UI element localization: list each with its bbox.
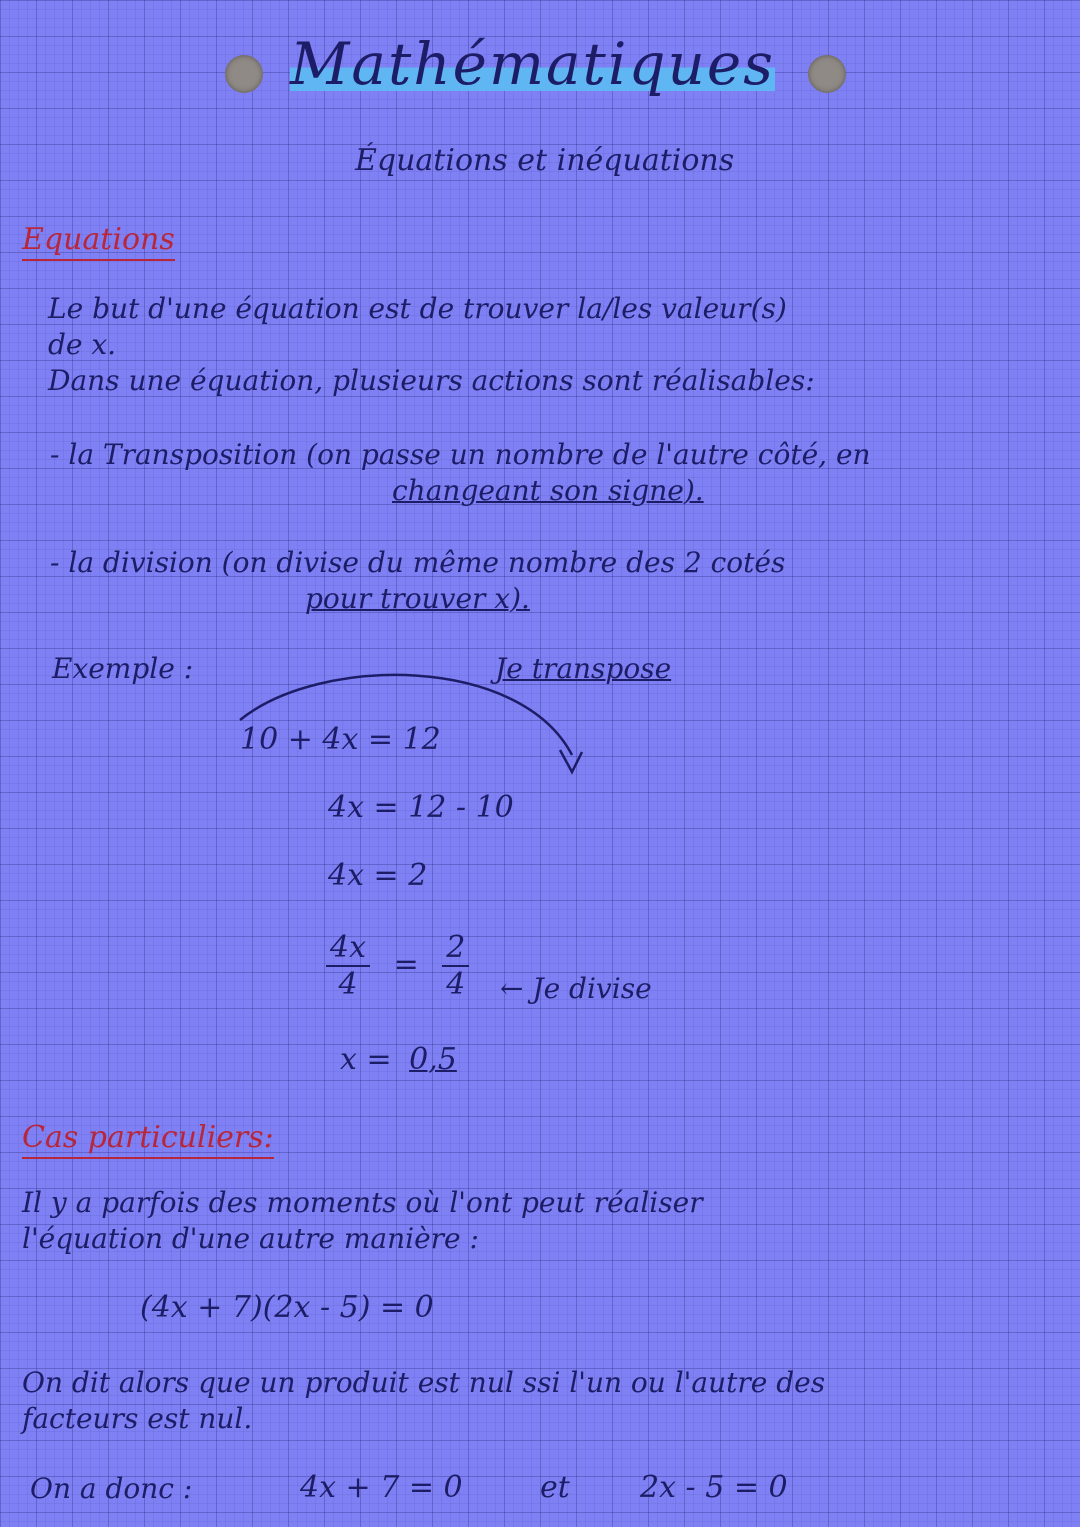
example-label: Exemple : [52,652,194,685]
conclusion-eq-2: 2x - 5 = 0 [640,1470,788,1505]
section-heading-special-cases: Cas particuliers: [22,1120,274,1159]
fraction-left [326,930,370,1002]
rule-line-1: On dit alors que un produit est nul ssi l'un ou l'autre des [22,1366,826,1399]
action-division-line-1: - la division (on divise du même nombre des 2 cotés [50,546,786,579]
special-line-2: l'équation d'une autre manière : [22,1222,479,1255]
special-line-1: Il y a parfois des moments où l'ont peut réaliser [22,1186,703,1219]
step-4-equals: = [393,947,419,982]
fraction-right-denominator: 4 [446,967,466,1002]
intro-line-1: Le but d'une équation est de trouver la/les valeur(s) [48,292,787,325]
step-1: 10 + 4x = 12 [240,722,441,757]
conclusion-eq-1: 4x + 7 = 0 [300,1470,463,1505]
divide-note: ← Je divise [500,972,652,1005]
section-heading-equations: Equations [22,222,175,261]
binder-hole-right [808,55,846,93]
action-division-line-2: pour trouver x). [305,582,530,615]
binder-hole-left [225,55,263,93]
result-lhs: x = [340,1042,392,1077]
conclusion-and: et [540,1470,570,1505]
action-transposition-line-1: - la Transposition (on passe un nombre de l'autre côté, en [50,438,871,471]
rule-line-2: facteurs est nul. [22,1402,253,1435]
step-3: 4x = 2 [328,858,428,893]
action-transposition-line-2: changeant son signe). [392,474,704,507]
fraction-right [442,930,469,1002]
fraction-left-numerator: 4x [326,930,370,967]
step-4 [326,930,469,1002]
page-subtitle: Équations et inéquations [355,143,735,178]
fraction-right-numerator: 2 [442,930,469,967]
transpose-note: Je transpose [495,652,672,685]
conclusion-label: On a donc : [30,1472,193,1505]
intro-line-3: Dans une équation, plusieurs actions sont réalisables: [48,364,815,397]
fraction-left-denominator: 4 [338,967,358,1002]
page-title: Mathématiques [290,30,775,98]
result [340,1042,457,1077]
special-equation: (4x + 7)(2x - 5) = 0 [140,1290,434,1325]
step-2: 4x = 12 - 10 [328,790,514,825]
result-value: 0,5 [409,1042,457,1077]
intro-line-2: de x. [48,328,117,361]
